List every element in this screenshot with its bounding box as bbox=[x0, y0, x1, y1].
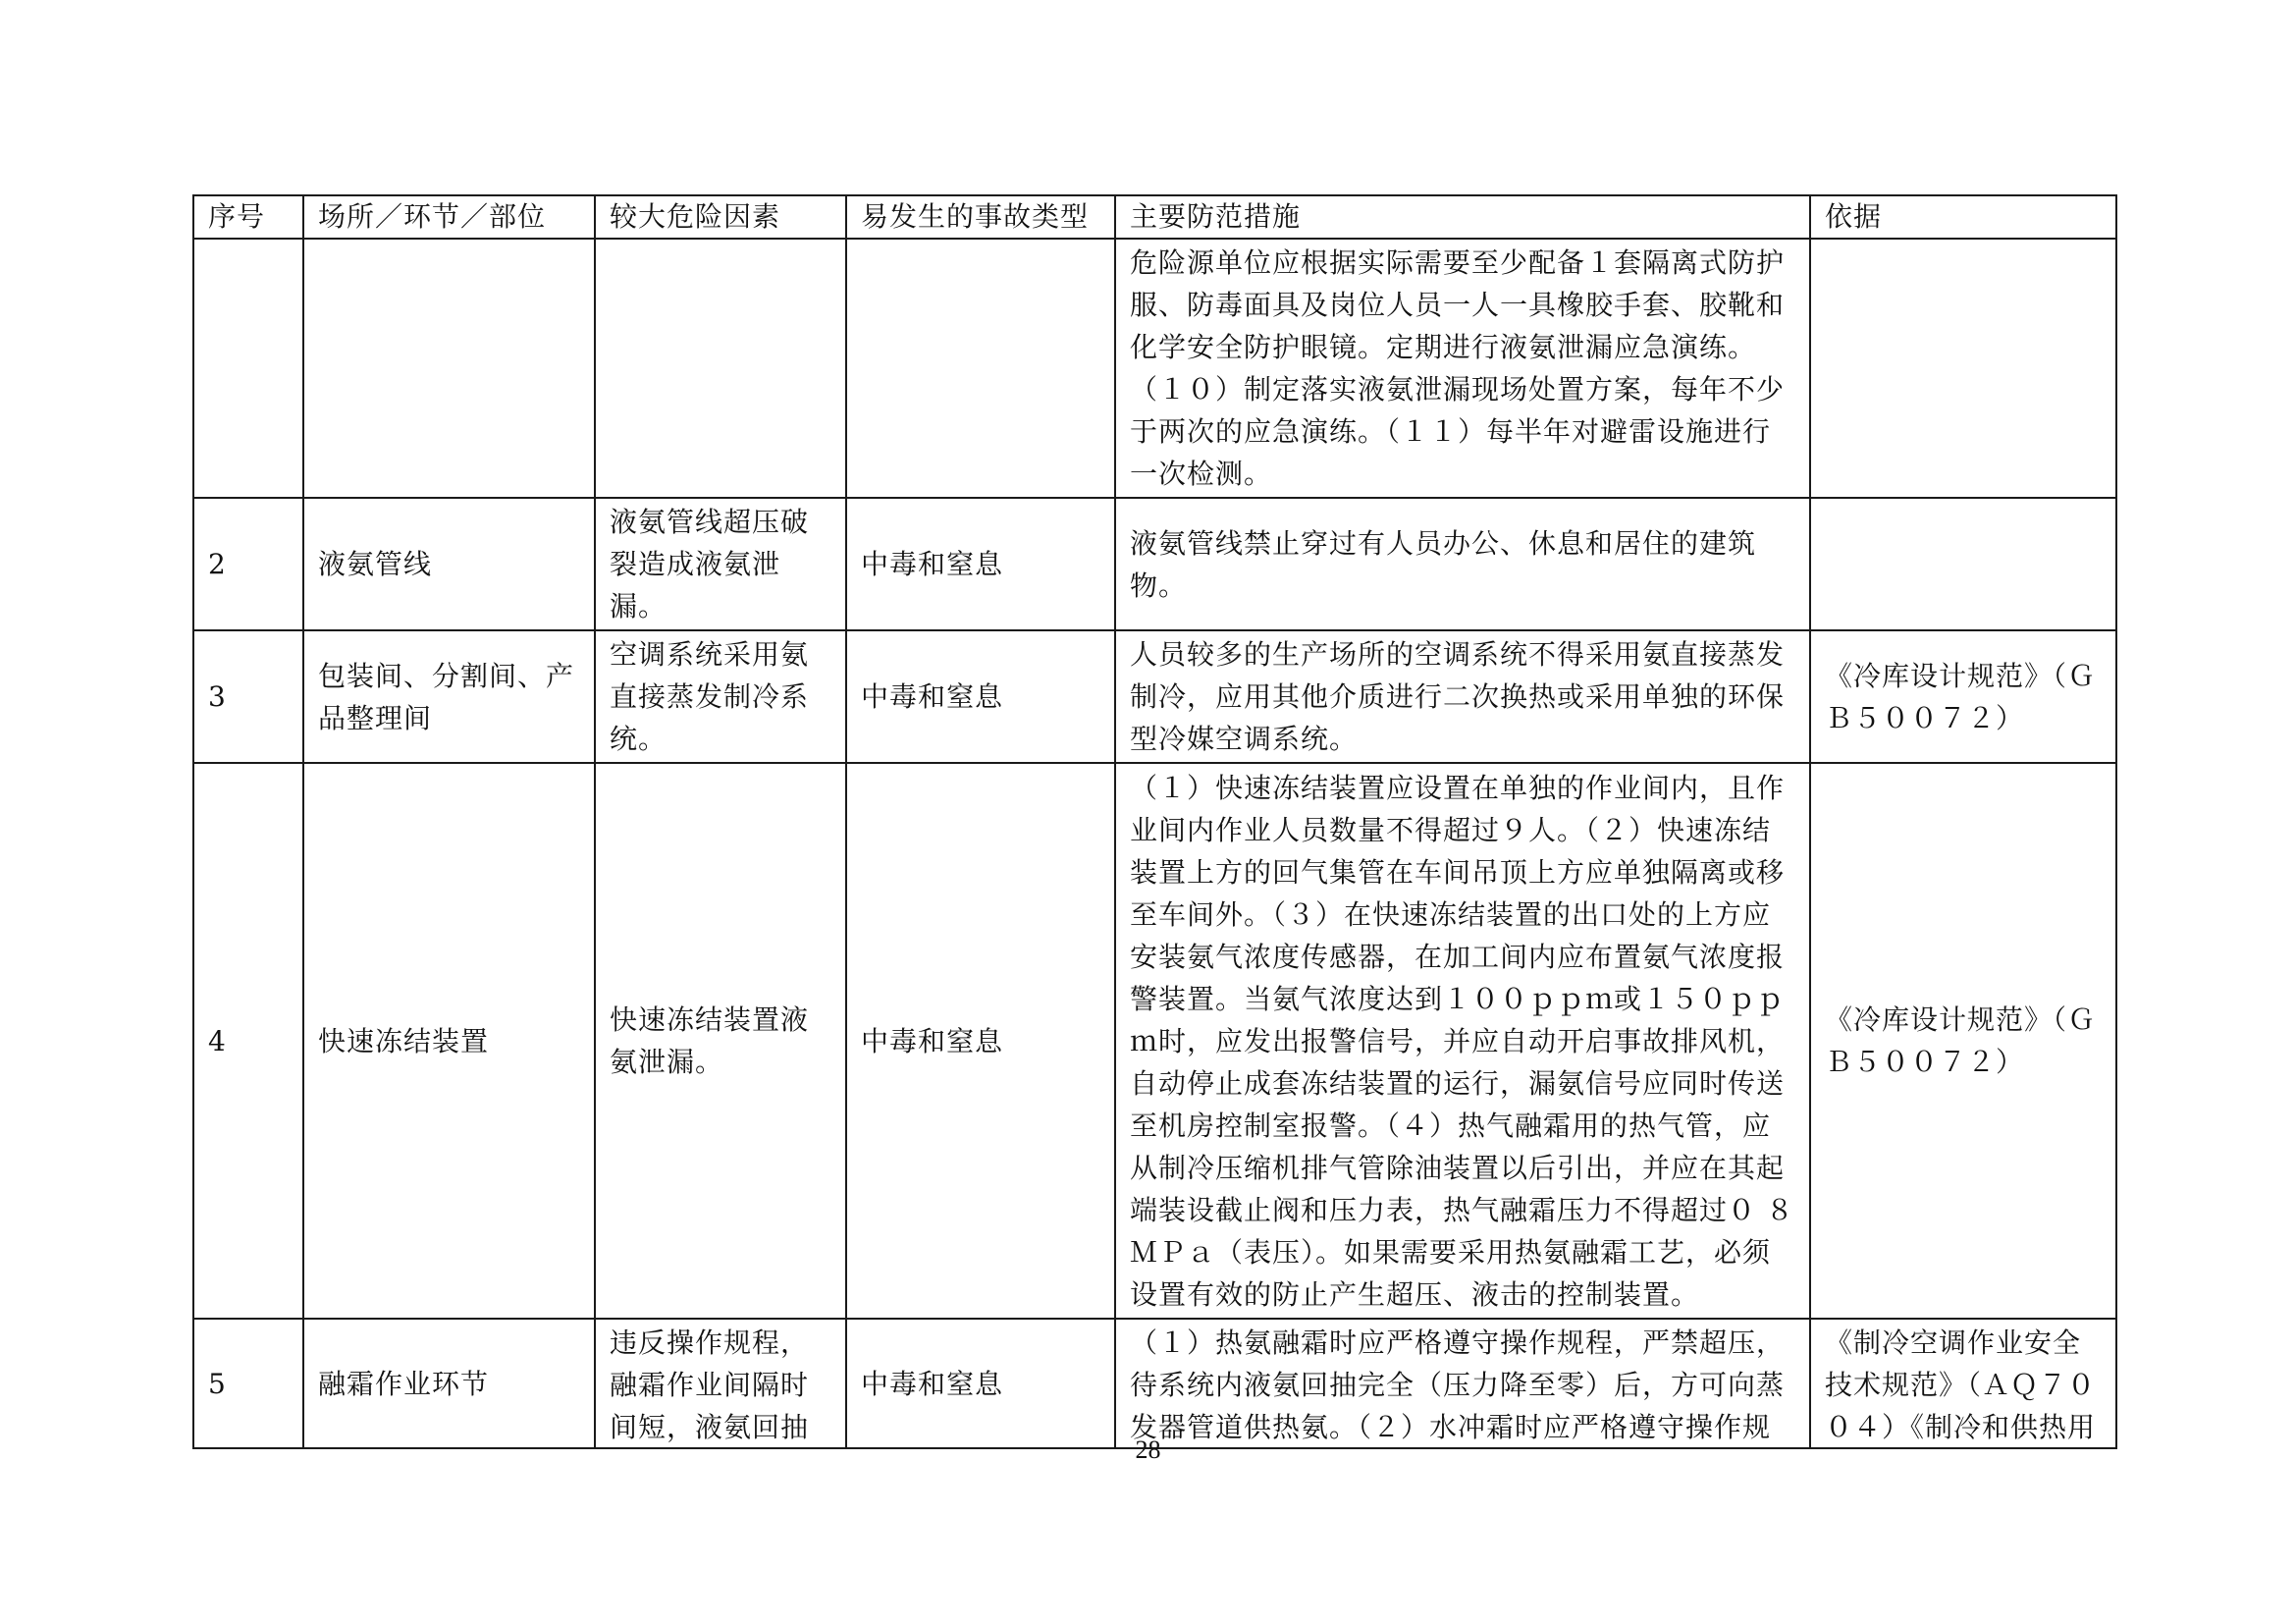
header-location: 场所／环节／部位 bbox=[303, 195, 595, 239]
table-row bbox=[193, 498, 2116, 630]
cell-measures-text: （１）热氨融霜时应严格遵守操作规程，严禁超压，待系统内液氨回抽完全（压力降至零）后，方可向蒸发器管道供热氨。（２）水冲霜时应严格遵守操作规 bbox=[1130, 1326, 1786, 1443]
hazard-table bbox=[192, 194, 2117, 1449]
cell-accident-type: 中毒和窒息 bbox=[846, 498, 1115, 630]
cell-basis-text: 《制冷空调作业安全技术规范》（ＡＱ７００４）《制冷和供热用 bbox=[1825, 1326, 2097, 1443]
cell-hazard bbox=[595, 239, 846, 498]
cell-basis: 《冷库设计规范》（ＧＢ５００７２） bbox=[1810, 763, 2116, 1319]
table-row bbox=[193, 1319, 2116, 1448]
cell-hazard: 空调系统采用氨直接蒸发制冷系统。 bbox=[595, 630, 846, 763]
cell-index: 5 bbox=[193, 1319, 303, 1448]
cell-basis bbox=[1810, 1319, 2116, 1448]
cell-hazard-text: 违反操作规程，融霜作业间隔时间短，液氨回抽 bbox=[610, 1326, 810, 1443]
header-index: 序号 bbox=[193, 195, 303, 239]
cell-location: 包装间、分割间、产品整理间 bbox=[303, 630, 595, 763]
cell-basis bbox=[1810, 239, 2116, 498]
cell-measures bbox=[1115, 1319, 1810, 1448]
cell-index bbox=[193, 239, 303, 498]
page-number: 28 bbox=[1135, 1435, 1161, 1464]
cell-index: 4 bbox=[193, 763, 303, 1319]
cell-index: 3 bbox=[193, 630, 303, 763]
cell-location: 快速冻结装置 bbox=[303, 763, 595, 1319]
table-header bbox=[193, 195, 2116, 239]
cell-accident-type bbox=[846, 239, 1115, 498]
header-accident-type: 易发生的事故类型 bbox=[846, 195, 1115, 239]
header-hazard: 较大危险因素 bbox=[595, 195, 846, 239]
cell-hazard bbox=[595, 1319, 846, 1448]
header-measures: 主要防范措施 bbox=[1115, 195, 1810, 239]
cell-basis bbox=[1810, 498, 2116, 630]
table-row bbox=[193, 763, 2116, 1319]
cell-accident-type: 中毒和窒息 bbox=[846, 763, 1115, 1319]
table-body bbox=[193, 239, 2116, 1448]
cell-measures: （１）快速冻结装置应设置在单独的作业间内，且作业间内作业人员数量不得超过９人。（２）快速冻结装置上方的回气集管在车间吊顶上方应单独隔离或移至车间外。（３）在快速冻结装置的出口处的上方应安装氨气浓度传感器，在加工间内应布置氨气浓度报警装置。当氨气浓度达到１００ｐｐｍ或１５０ｐｐｍ时，应发出报警信号，并应自动开启事故排风机，自动停止成套冻结装置的运行，漏氨信号应同时传送至机房控制室报警。（４）热气融霜用的热气管，应从制冷压缩机排气管除油装置以后引出，并应在其起端装设截止阀和压力表，热气融霜压力不得超过０ ８ＭＰａ（表压）。如果需要采用热氨融霜工艺，必须设置有效的防止产生超压、液击的控制装置。 bbox=[1115, 763, 1810, 1319]
cell-hazard: 液氨管线超压破裂造成液氨泄漏。 bbox=[595, 498, 846, 630]
header-row bbox=[193, 195, 2116, 239]
cell-index: 2 bbox=[193, 498, 303, 630]
cell-basis: 《冷库设计规范》（ＧＢ５００７２） bbox=[1810, 630, 2116, 763]
table-row bbox=[193, 239, 2116, 498]
header-basis: 依据 bbox=[1810, 195, 2116, 239]
cell-hazard: 快速冻结装置液氨泄漏。 bbox=[595, 763, 846, 1319]
cell-accident-type: 中毒和窒息 bbox=[846, 630, 1115, 763]
table-row bbox=[193, 630, 2116, 763]
cell-accident-type: 中毒和窒息 bbox=[846, 1319, 1115, 1448]
cell-measures: 危险源单位应根据实际需要至少配备１套隔离式防护服、防毒面具及岗位人员一人一具橡胶手套、胶靴和化学安全防护眼镜。定期进行液氨泄漏应急演练。（１０）制定落实液氨泄漏现场处置方案，每年不少于两次的应急演练。（１１）每半年对避雷设施进行一次检测。 bbox=[1115, 239, 1810, 498]
cell-location: 液氨管线 bbox=[303, 498, 595, 630]
cell-location bbox=[303, 239, 595, 498]
cell-location: 融霜作业环节 bbox=[303, 1319, 595, 1448]
cell-measures: 液氨管线禁止穿过有人员办公、休息和居住的建筑物。 bbox=[1115, 498, 1810, 630]
cell-measures: 人员较多的生产场所的空调系统不得采用氨直接蒸发制冷，应用其他介质进行二次换热或采用单独的环保型冷媒空调系统。 bbox=[1115, 630, 1810, 763]
